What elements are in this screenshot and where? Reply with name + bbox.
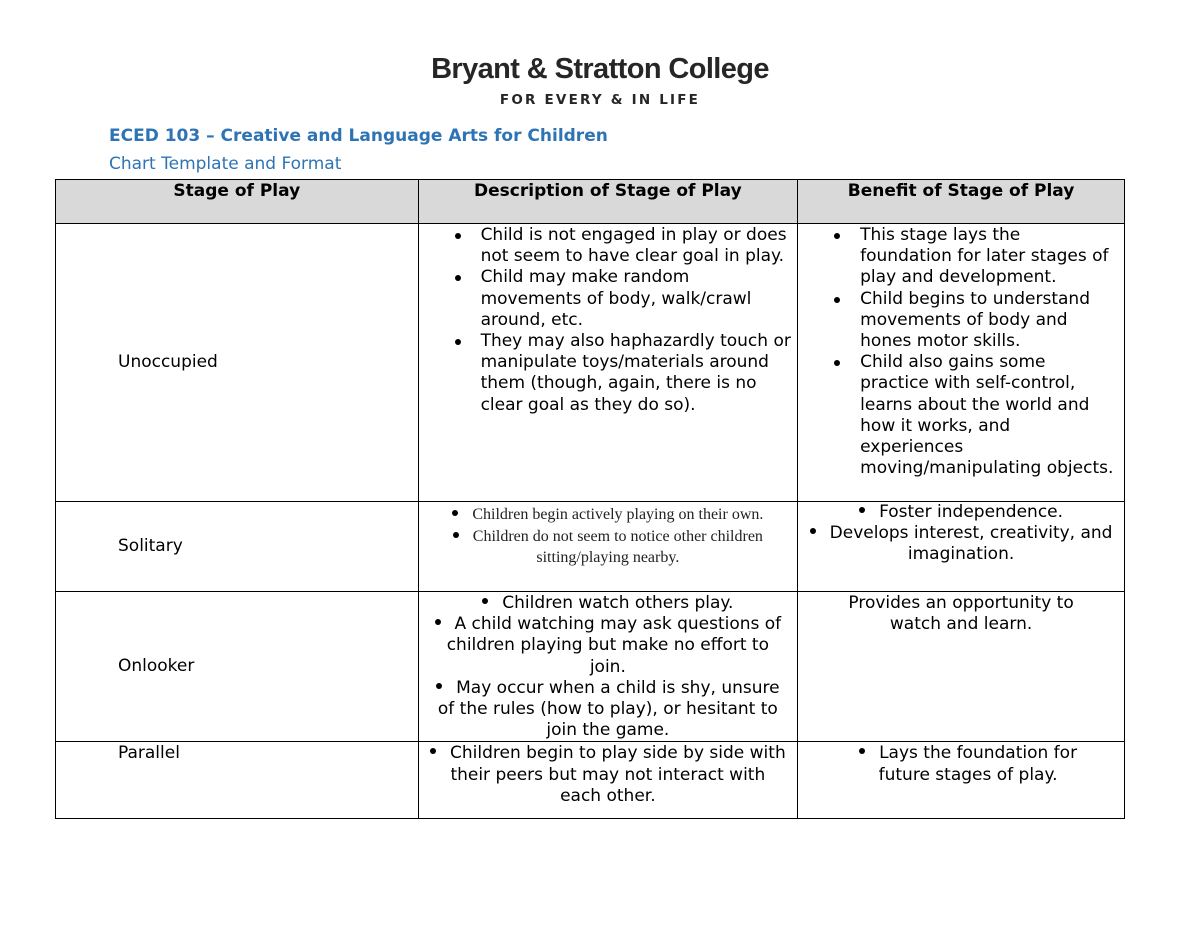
bullet-icon bbox=[834, 297, 840, 303]
description-cell bbox=[418, 502, 798, 592]
logo-wordmark: Bryant & Stratton College bbox=[431, 53, 769, 85]
list-item: Child may make random movements of body, walk/crawl around, etc. bbox=[481, 267, 794, 331]
description-cell bbox=[418, 742, 798, 819]
stage-cell: Onlooker bbox=[56, 592, 419, 742]
benefit-text: Provides an opportunity to watch and learn. bbox=[848, 593, 1074, 635]
header-benefit: Benefit of Stage of Play bbox=[798, 180, 1125, 224]
benefit-cell bbox=[798, 224, 1125, 502]
bullet-icon bbox=[455, 233, 461, 239]
benefit-cell bbox=[798, 742, 1125, 819]
bullet-icon bbox=[834, 360, 840, 366]
bullet-icon bbox=[452, 510, 458, 516]
list-item: Foster independence. bbox=[804, 502, 1118, 523]
table-header-row bbox=[56, 180, 1125, 224]
bullet-icon bbox=[810, 528, 816, 534]
bullet-icon bbox=[834, 233, 840, 239]
bullet-icon bbox=[859, 507, 865, 513]
bullet-icon bbox=[455, 275, 461, 281]
table-row bbox=[56, 502, 1125, 592]
description-list bbox=[419, 224, 798, 416]
benefit-cell bbox=[798, 592, 1125, 742]
list-item: Children begin to play side by side with their peers but may not interact with each other. bbox=[429, 743, 788, 807]
description-list bbox=[419, 502, 798, 569]
list-item: Children watch others play. bbox=[429, 593, 788, 614]
list-item: Develops interest, creativity, and imagination. bbox=[804, 523, 1118, 565]
list-item: Child is not engaged in play or does not seem to have clear goal in play. bbox=[481, 225, 794, 267]
bullet-icon bbox=[430, 748, 436, 754]
list-item: They may also haphazardly touch or manipulate toys/materials around them (though, again, there is no clear goal as they do so). bbox=[481, 331, 794, 416]
bullet-icon bbox=[482, 598, 488, 604]
list-item: A child watching may ask questions of children playing but make no effort to join. bbox=[429, 614, 788, 678]
list-item: May occur when a child is shy, unsure of the rules (how to play), or hesitant to join the game. bbox=[437, 677, 780, 741]
benefit-list bbox=[798, 224, 1124, 479]
benefit-cell bbox=[798, 502, 1125, 592]
college-logo bbox=[0, 52, 1200, 108]
logo-tagline: FOR EVERY & IN LIFE bbox=[499, 92, 701, 108]
description-cell bbox=[418, 592, 798, 742]
stage-cell: Unoccupied bbox=[56, 224, 419, 502]
document-subtitle: Chart Template and Format bbox=[109, 154, 342, 174]
list-item: Child also gains some practice with self-control, learns about the world and how it works, and experiences moving/manipulating objects. bbox=[860, 352, 1114, 479]
table-row bbox=[56, 742, 1125, 819]
table-row bbox=[56, 224, 1125, 502]
header-description: Description of Stage of Play bbox=[418, 180, 798, 224]
stage-cell: Parallel bbox=[56, 742, 419, 819]
description-list bbox=[419, 742, 798, 807]
description-cell bbox=[418, 224, 798, 502]
bullet-icon bbox=[435, 619, 441, 625]
header-stage: Stage of Play bbox=[56, 180, 419, 224]
benefit-list bbox=[798, 502, 1124, 566]
list-item: Child begins to understand movements of body and hones motor skills. bbox=[860, 289, 1114, 353]
list-item: Lays the foundation for future stages of play. bbox=[838, 743, 1098, 785]
course-title: ECED 103 – Creative and Language Arts for Children bbox=[109, 126, 608, 146]
benefit-list bbox=[798, 742, 1124, 785]
description-list bbox=[419, 592, 798, 741]
bullet-icon bbox=[436, 683, 442, 689]
list-item: Children do not seem to notice other children sitting/playing nearby. bbox=[429, 526, 788, 569]
bullet-icon bbox=[453, 532, 459, 538]
list-item: Children begin actively playing on their own. bbox=[429, 504, 788, 526]
table-row bbox=[56, 592, 1125, 742]
bullet-icon bbox=[455, 339, 461, 345]
stages-of-play-table bbox=[55, 179, 1125, 819]
bullet-icon bbox=[859, 748, 865, 754]
list-item: This stage lays the foundation for later stages of play and development. bbox=[860, 225, 1114, 289]
stage-cell: Solitary bbox=[56, 502, 419, 592]
